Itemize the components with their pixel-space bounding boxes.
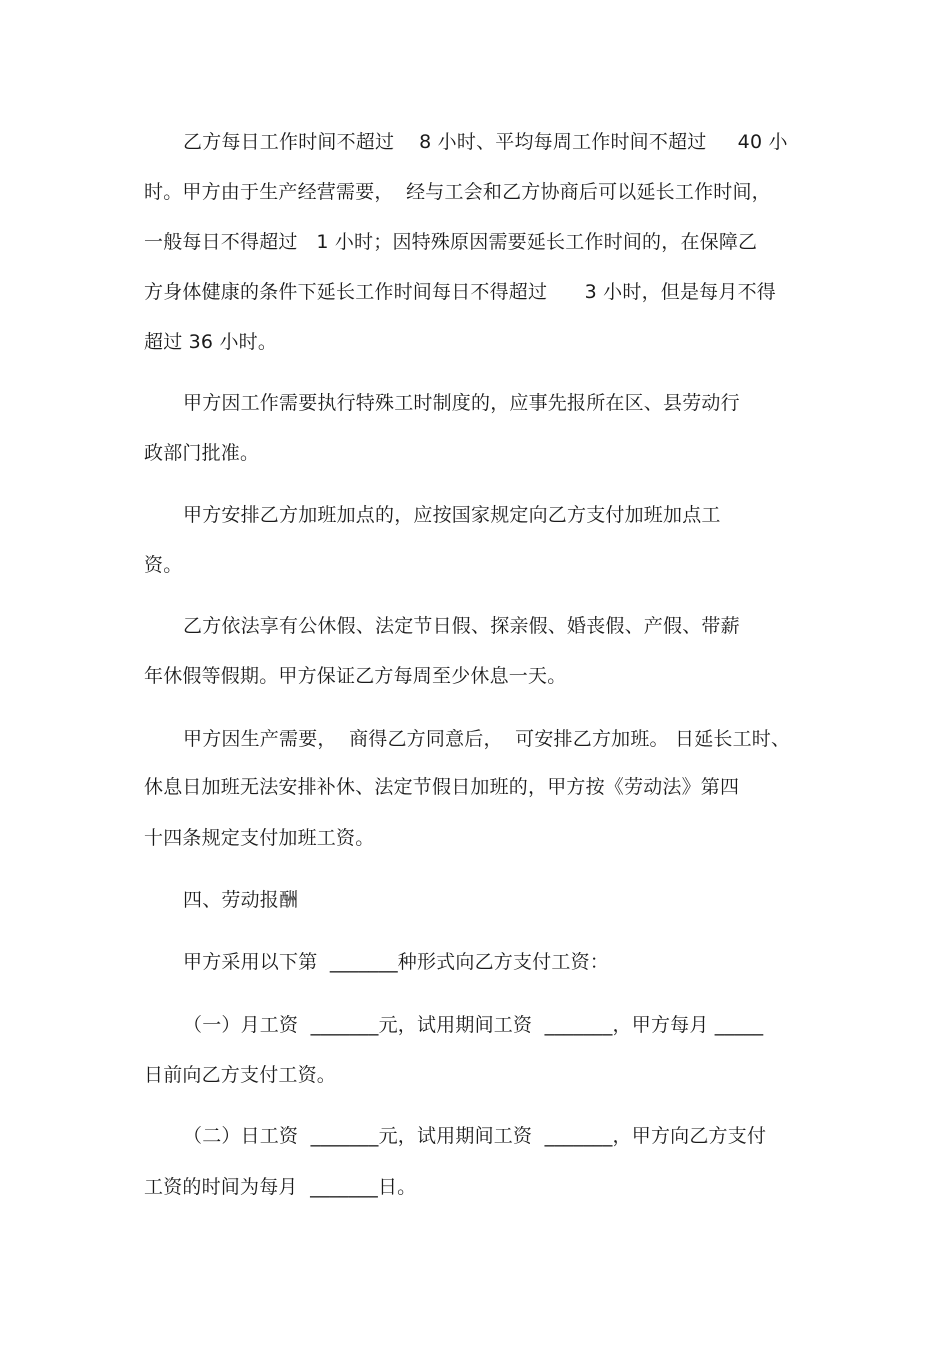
paragraph-line: 政部门批准。 <box>144 442 260 464</box>
paragraph-line: 超过 36 小时。 <box>144 331 278 353</box>
paragraph-line: 休息日加班无法安排补休、法定节假日加班的，甲方按《劳动法》第四 <box>144 776 740 798</box>
paragraph-line: 资。 <box>144 554 183 576</box>
paragraph-line: （一）月工资 _______元，试用期间工资 _______，甲方每月 _____ <box>183 1014 764 1036</box>
paragraph-line: 一般每日不得超过 1 小时；因特殊原因需要延长工作时间的，在保障乙 <box>144 231 758 253</box>
paragraph-line: 年休假等假期。甲方保证乙方每周至少休息一天。 <box>144 665 567 687</box>
paragraph-line: 甲方因工作需要执行特殊工时制度的，应事先报所在区、县劳动行 <box>183 392 740 414</box>
paragraph-line: 甲方因生产需要， 商得乙方同意后， 可安排乙方加班。 日延长工时、 <box>183 728 791 750</box>
paragraph-line: 乙方依法享有公休假、法定节日假、探亲假、婚丧假、产假、带薪 <box>183 615 740 637</box>
paragraph-line: 日前向乙方支付工资。 <box>144 1064 337 1086</box>
section-heading: 四、劳动报酬 <box>183 889 299 911</box>
paragraph-line: 时。甲方由于生产经营需要， 经与工会和乙方协商后可以延长工作时间， <box>144 181 771 203</box>
paragraph-line: 甲方采用以下第 _______种形式向乙方支付工资： <box>183 951 609 973</box>
paragraph-line: 工资的时间为每月 _______日。 <box>144 1176 417 1198</box>
paragraph-line: 十四条规定支付加班工资。 <box>144 827 375 849</box>
paragraph-line: （二）日工资 _______元，试用期间工资 _______，甲方向乙方支付 <box>183 1125 767 1147</box>
paragraph-line: 甲方安排乙方加班加点的，应按国家规定向乙方支付加班加点工 <box>183 504 721 526</box>
paragraph-line: 方身体健康的条件下延长工作时间每日不得超过 3 小时，但是每月不得 <box>144 281 776 303</box>
paragraph-line: 乙方每日工作时间不超过 8 小时、平均每周工作时间不超过 40 小 <box>183 131 788 153</box>
